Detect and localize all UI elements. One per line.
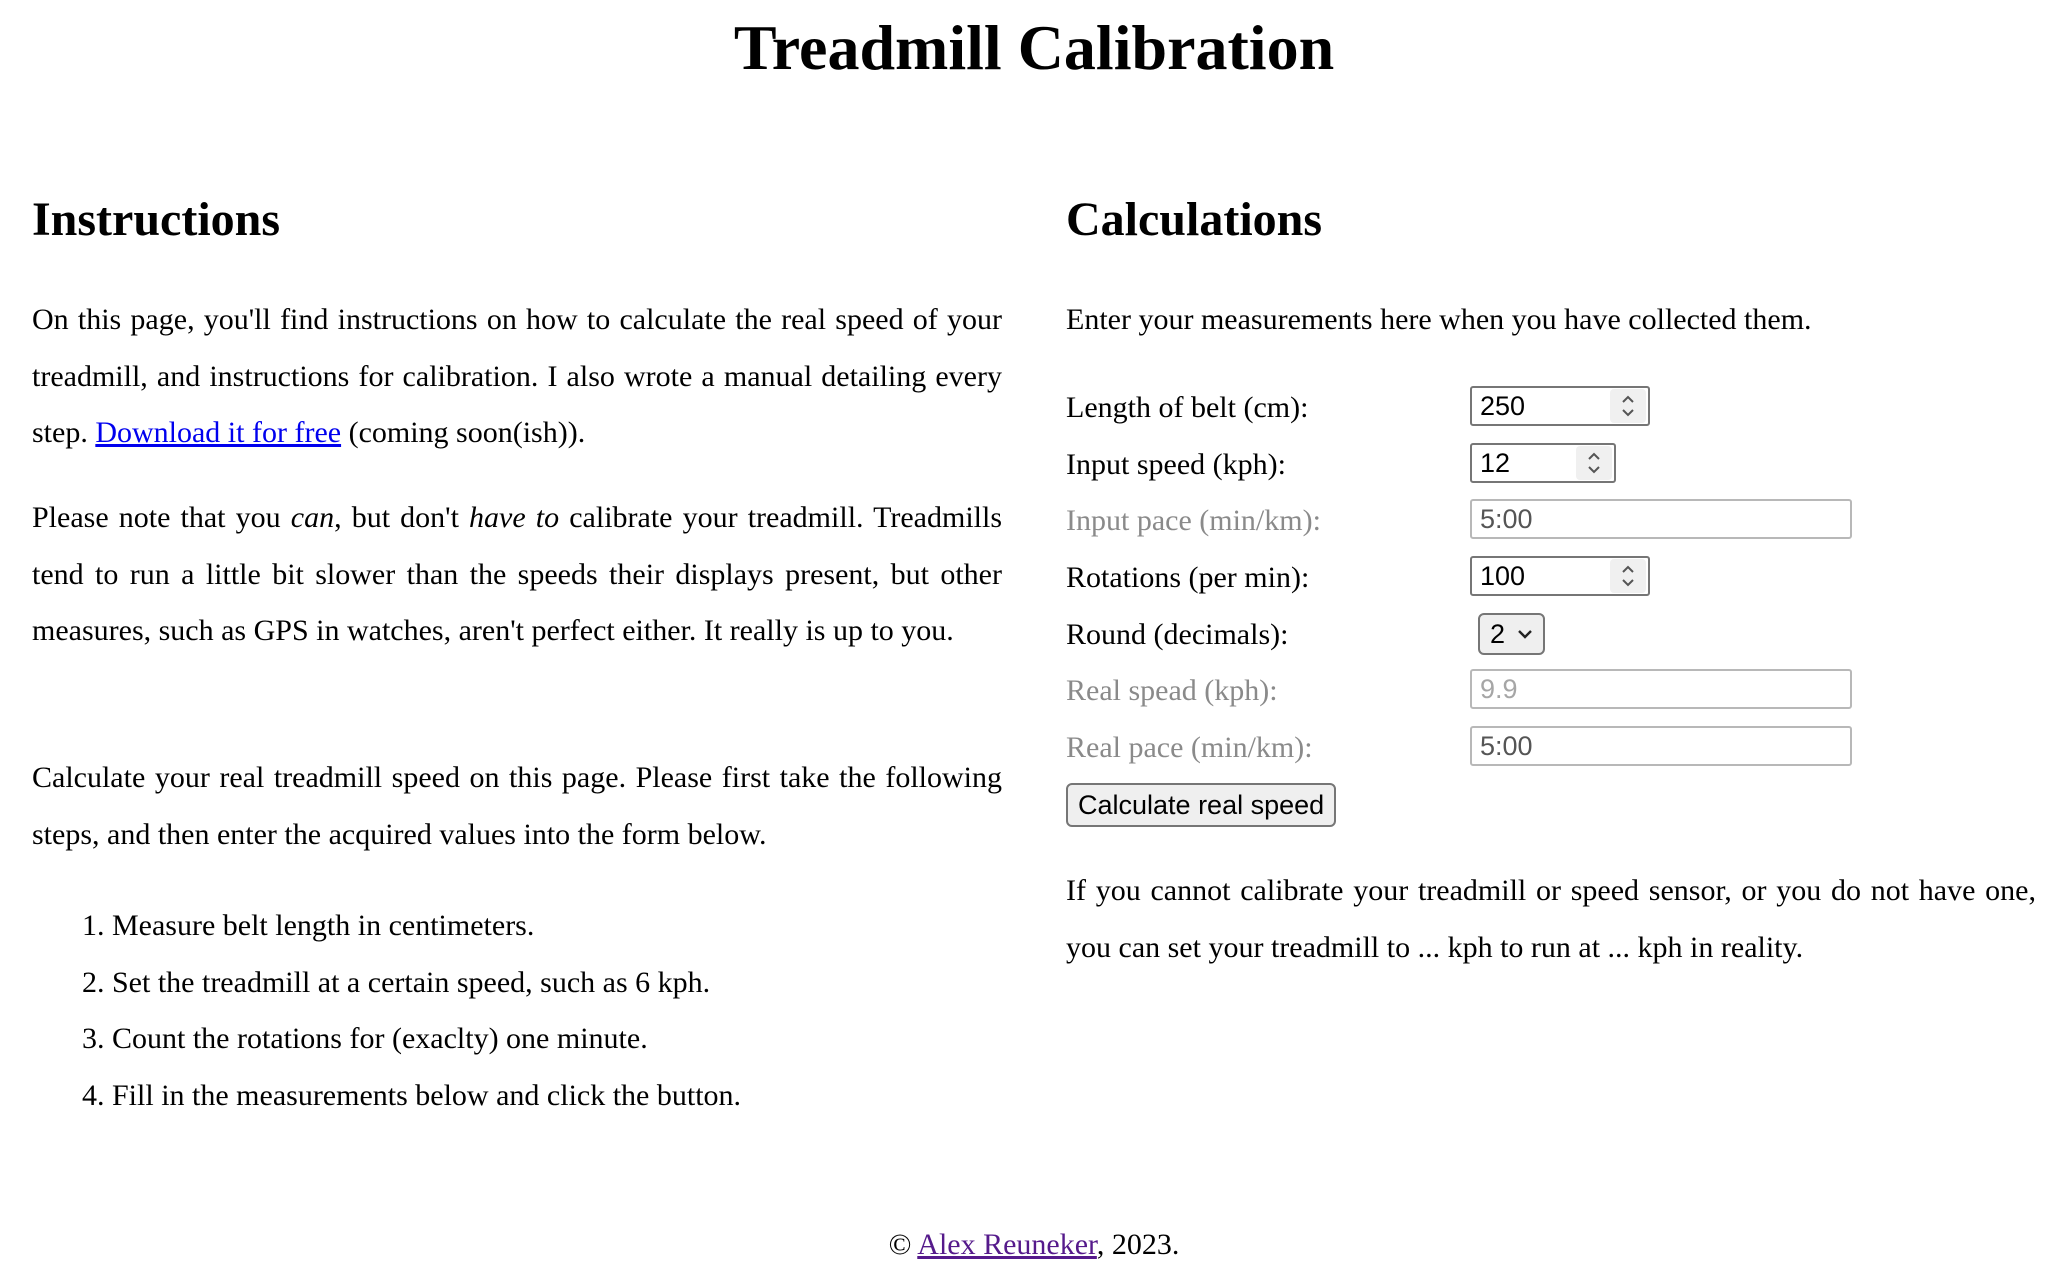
calibration-note: If you cannot calibrate your treadmill or speed sensor, or you do not have one, you can set your treadmill to ... kph to run at ... kph in reality. — [1066, 874, 2036, 964]
round-select-value: 2 — [1490, 618, 1506, 649]
note-paragraph — [32, 490, 1002, 660]
copyright-symbol: © — [888, 1228, 918, 1261]
belt-length-label: Length of belt (cm): — [1066, 391, 1309, 424]
belt-length-row — [1066, 386, 2036, 430]
input-speed-label: Input speed (kph): — [1066, 448, 1286, 481]
list-item: 2. Set the treadmill at a certain speed, such as 6 kph. — [112, 955, 741, 1012]
note-text-b: , but don't — [334, 501, 470, 534]
note-text-a: Please note that you — [32, 501, 291, 534]
calculations-intro: Enter your measurements here when you have collected them. — [1066, 303, 1812, 336]
note-emphasis-can: can — [290, 501, 335, 534]
steps-intro-paragraph: Calculate your real treadmill speed on this page. Please first take the following steps, and then enter the acquired values into the form below. — [32, 761, 1002, 851]
real-pace-label: Real pace (min/km): — [1066, 731, 1313, 764]
list-item: 4. Fill in the measurements below and click the button. — [112, 1068, 741, 1125]
real-speed-label: Real spead (kph): — [1066, 674, 1278, 707]
calculate-row — [1066, 783, 2036, 827]
round-select[interactable] — [1478, 613, 1545, 655]
real-pace-field: 5:00 — [1470, 726, 1852, 766]
rotations-row — [1066, 556, 2036, 600]
real-speed-row — [1066, 669, 2036, 713]
list-item: 3. Count the rotations for (exaclty) one minute. — [112, 1011, 741, 1068]
calculations-heading: Calculations — [1066, 193, 1323, 246]
intro-paragraph — [32, 292, 1002, 462]
intro-text: On this page, you'll find instructions on how to calculate the real speed of your treadmill, and instructions for calibration. I also wrote a manual detailing every step. — [32, 303, 1002, 449]
page-title: Treadmill Calibration — [733, 12, 1335, 83]
download-link[interactable]: Download it for free — [95, 416, 342, 449]
note-emphasis-have-to: have to — [469, 501, 560, 534]
author-link[interactable]: Alex Reuneker — [917, 1228, 1097, 1261]
round-row — [1066, 613, 2036, 657]
round-label: Round (decimals): — [1066, 618, 1289, 651]
input-pace-row — [1066, 499, 2036, 543]
real-pace-row — [1066, 726, 2036, 770]
intro-tail: (coming soon(ish)). — [341, 416, 586, 449]
rotations-field[interactable] — [1470, 556, 1650, 596]
rotations-label: Rotations (per min): — [1066, 561, 1310, 594]
rotations-input[interactable] — [1480, 561, 1610, 592]
chevron-up-down-icon[interactable] — [1610, 559, 1646, 593]
belt-length-input[interactable] — [1480, 391, 1610, 422]
footer — [0, 1220, 2068, 1270]
note-text-c: calibrate your treadmill. Treadmills tend to run a little bit slower than the speeds their displays present, but other measures, such as GPS in watches, aren't perfect either. It really is up to you. — [32, 501, 1003, 647]
input-speed-field[interactable] — [1470, 443, 1616, 483]
input-speed-row — [1066, 443, 2036, 487]
chevron-up-down-icon[interactable] — [1610, 389, 1646, 423]
input-speed-input[interactable] — [1480, 448, 1576, 479]
chevron-down-icon — [1517, 628, 1533, 640]
footer-year: , 2023. — [1096, 1228, 1180, 1261]
steps-list — [32, 898, 741, 1124]
chevron-up-down-icon[interactable] — [1576, 446, 1612, 480]
list-item: 1. Measure belt length in centimeters. — [112, 898, 741, 955]
real-speed-field: 9.9 — [1470, 669, 1852, 709]
instructions-heading: Instructions — [32, 193, 281, 246]
calculate-button[interactable]: Calculate real speed — [1066, 783, 1336, 827]
belt-length-field[interactable] — [1470, 386, 1650, 426]
input-pace-field: 5:00 — [1470, 499, 1852, 539]
input-pace-label: Input pace (min/km): — [1066, 504, 1321, 537]
